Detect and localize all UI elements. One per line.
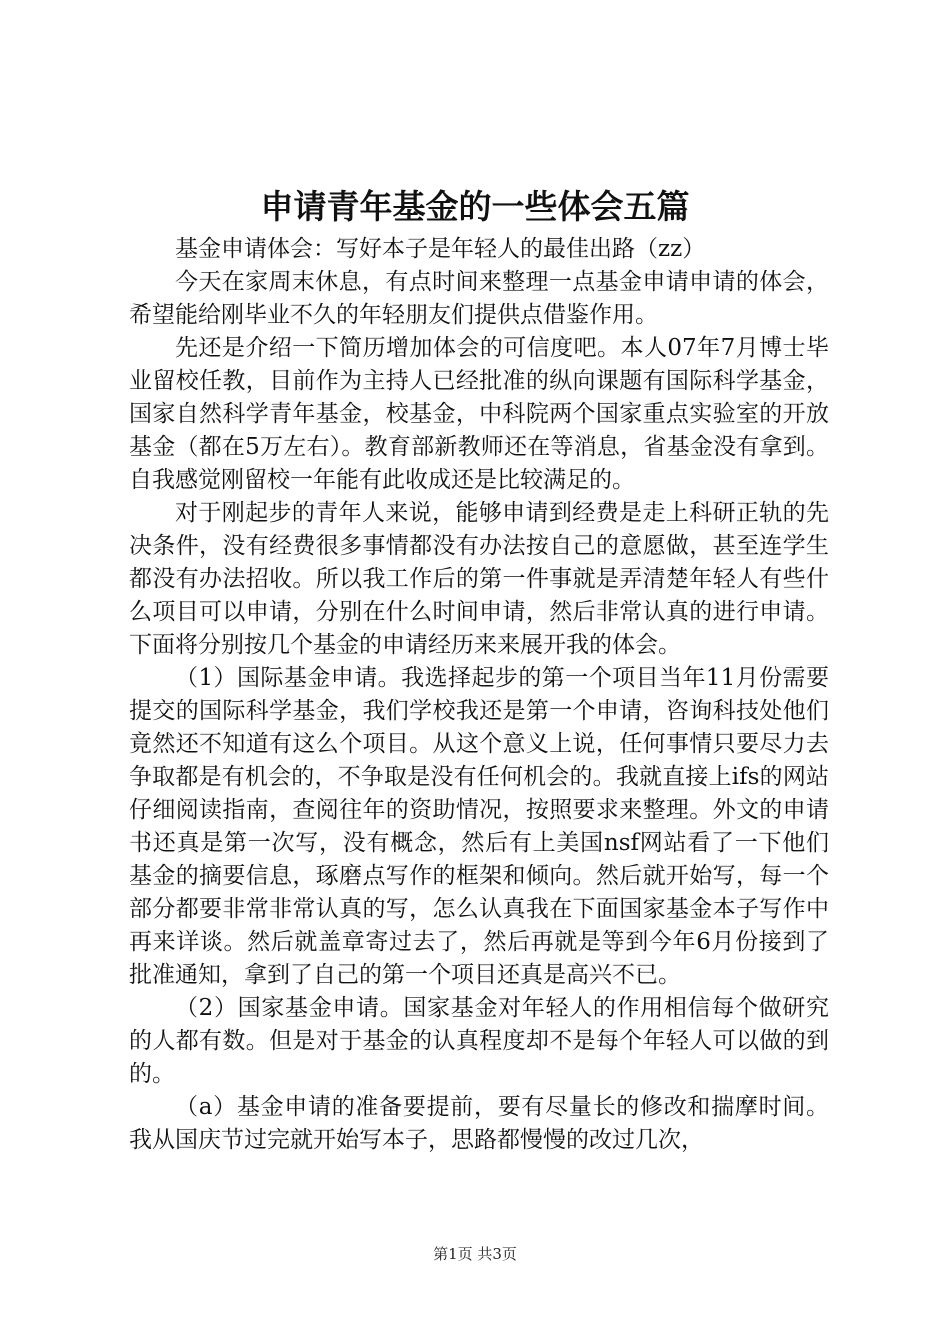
paragraph: （a）基金申请的准备要提前，要有尽量长的修改和揣摩时间。我从国庆节过完就开始写本子，思路都慢慢的改过几次， <box>129 1094 829 1153</box>
paragraph: （1）国际基金申请。我选择起步的第一个项目当年11月份需要提交的国际科学基金，我们学校我还是第一个申请，咨询科技处他们竟然还不知道有这么个项目。从这个意义上说，任何事情只要尽力去争取都是有机会的，不争取是没有任何机会的。我就直接上ifs的网站仔细阅读指南，查阅往年的资助情况，按照要求来整理。外文的申请书还真是第一次写，没有概念，然后有上美国nsf网站看了一下他们基金的摘要信息，琢磨点写作的框架和倾向。然后就开始写，每一个部分都要非常非常认真的写，怎么认真我在下面国家基金本子写作中再来详谈。然后就盖章寄过去了，然后再就是等到今年6月份接到了批准通知，拿到了自己的第一个项目还真是高兴不已。 <box>129 665 829 988</box>
paragraph: （2）国家基金申请。国家基金对年轻人的作用相信每个做研究的人都有数。但是对于基金的认真程度却不是每个年轻人可以做的到的。 <box>129 995 829 1087</box>
document-body <box>129 233 829 1157</box>
paragraph-subtitle: 基金申请体会：写好本子是年轻人的最佳出路（zz） <box>175 236 706 262</box>
paragraph: 先还是介绍一下简历增加体会的可信度吧。本人07年7月博士毕业留校任教，目前作为主持人已经批准的纵向课题有国际科学基金，国家自然科学青年基金，校基金，中科院两个国家重点实验室的开放基金（都在5万左右）。教育部新教师还在等消息，省基金没有拿到。自我感觉刚留校一年能有此收成还是比较满足的。 <box>129 335 829 493</box>
paragraph: 对于刚起步的青年人来说，能够申请到经费是走上科研正轨的先决条件，没有经费很多事情都没有办法按自己的意愿做，甚至连学生都没有办法招收。所以我工作后的第一件事就是弄清楚年轻人有些什么项目可以申请，分别在什么时间申请，然后非常认真的进行申请。下面将分别按几个基金的申请经历来来展开我的体会。 <box>129 500 829 658</box>
paragraph: 今天在家周末休息，有点时间来整理一点基金申请申请的体会，希望能给刚毕业不久的年轻朋友们提供点借鉴作用。 <box>129 269 829 328</box>
page-footer: 第1页 共3页 <box>433 1245 517 1263</box>
document-title: 申请青年基金的一些体会五篇 <box>260 187 690 226</box>
